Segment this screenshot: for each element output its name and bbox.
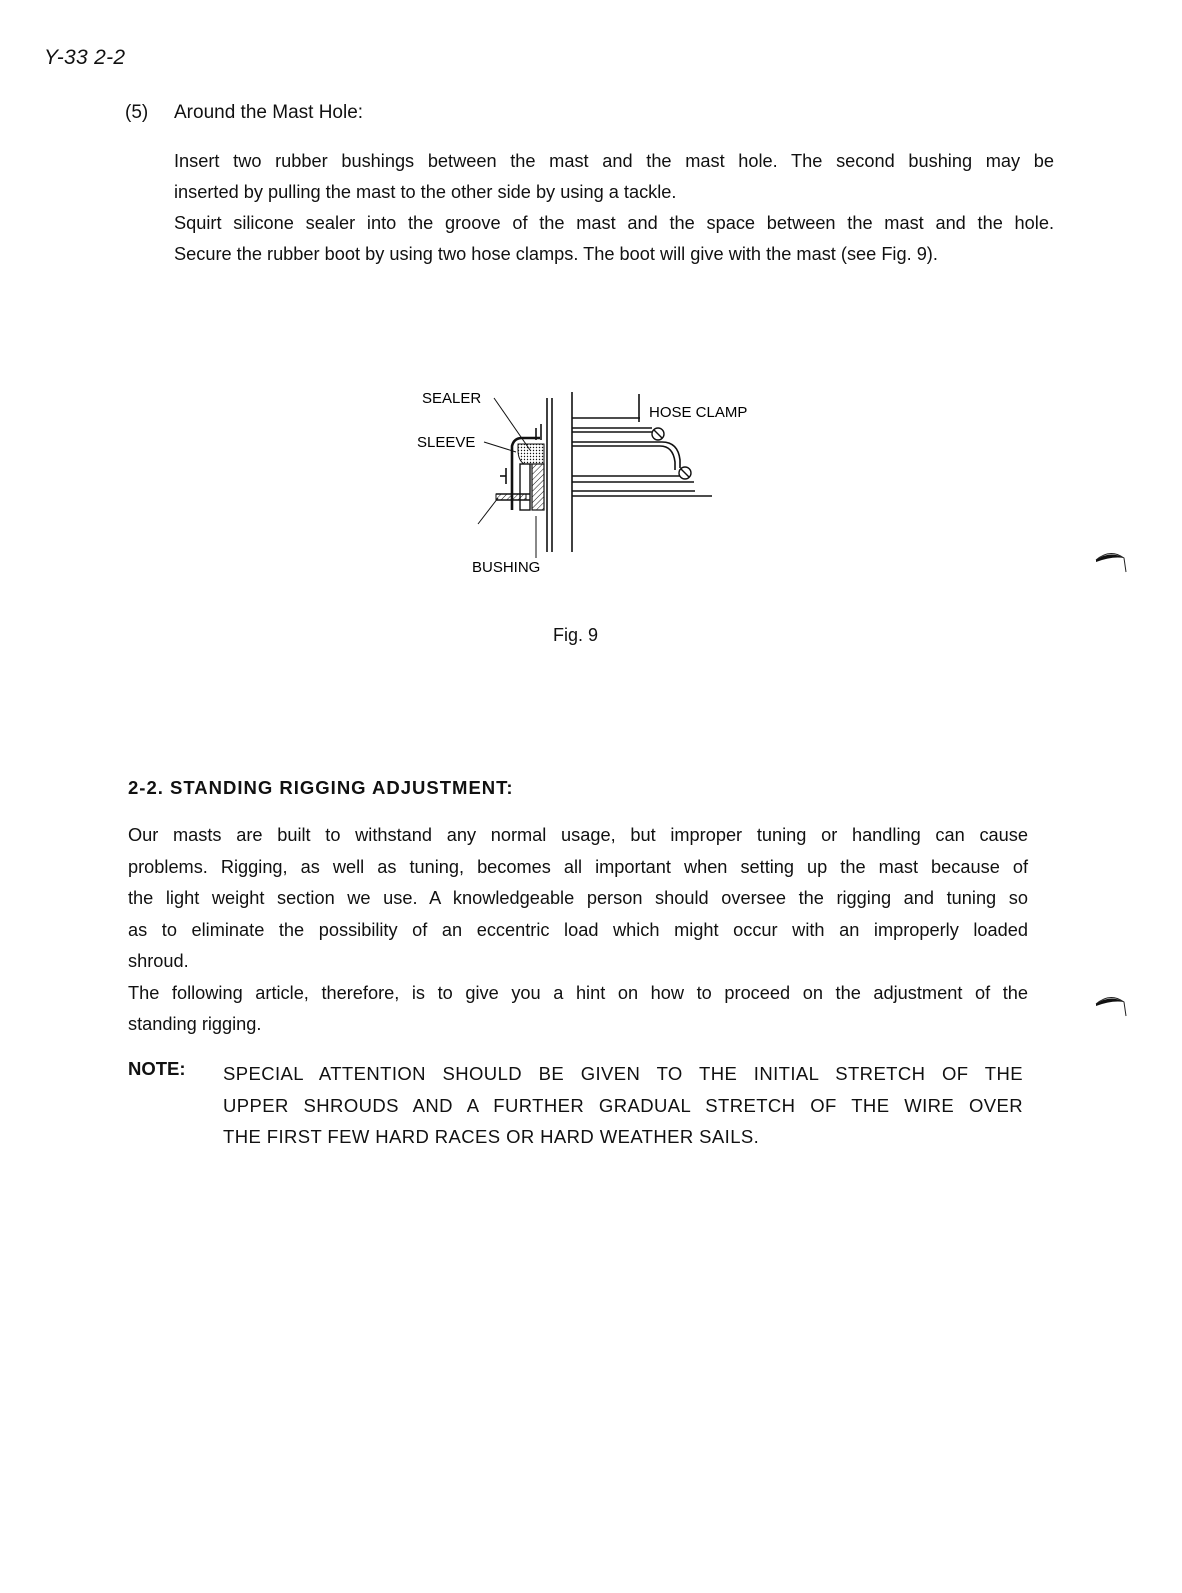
- note-line: UPPER SHROUDS AND A FURTHER GRADUAL STRETCH OF THE WIRE OVER: [223, 1094, 1023, 1116]
- binding-hole-mark-lower: [1094, 990, 1130, 1020]
- section-5-line: Squirt silicone sealer into the groove of the mast and the space between the mast and the hole.: [174, 213, 1054, 233]
- section-2-2-line: problems. Rigging, as well as tuning, becomes all important when setting up the mast because of: [128, 856, 1028, 877]
- binding-hole-mark-upper: [1094, 546, 1130, 576]
- note-line: SPECIAL ATTENTION SHOULD BE GIVEN TO THE INITIAL STRETCH OF THE: [223, 1063, 1023, 1084]
- section-5-line: Secure the rubber boot by using two hose clamps. The boot will give with the mast (see Fig. 9).: [174, 244, 938, 264]
- figure-caption: Fig. 9: [553, 625, 599, 645]
- figure-label-sealer: SEALER: [422, 390, 482, 407]
- figure-label-bushing: BUSHING: [472, 559, 541, 576]
- section-2-2-line: the light weight section we use. A knowledgeable person should oversee the rigging and tuning so: [128, 888, 1028, 908]
- section-2-2-heading: 2-2. STANDING RIGGING ADJUSTMENT:: [128, 777, 514, 798]
- section-2-2-line: The following article, therefore, is to give you a hint on how to proceed on the adjustment of the: [128, 982, 1028, 1003]
- note-label: NOTE:: [128, 1058, 186, 1079]
- section-2-2-line: shroud.: [128, 951, 189, 971]
- mast-hole-diagram: [400, 380, 780, 580]
- figure-label-sleeve: SLEEVE: [417, 434, 476, 451]
- figure-label-hose-clamp: HOSE CLAMP: [649, 404, 748, 421]
- page-header-id: Y-33 2-2: [44, 46, 126, 69]
- section-5-line: Insert two rubber bushings between the mast and the mast hole. The second bushing may be: [174, 151, 1054, 171]
- section-5-title: Around the Mast Hole:: [174, 102, 364, 123]
- note-line: THE FIRST FEW HARD RACES OR HARD WEATHER SAILS.: [223, 1126, 760, 1147]
- section-2-2-paragraph: [128, 820, 1028, 1041]
- section-2-2-line: as to eliminate the possibility of an eccentric load which might occur with an improperly loaded: [128, 919, 1028, 940]
- section-5-paragraph: [174, 146, 1054, 270]
- section-2-2-line: Our masts are built to withstand any normal usage, but improper tuning or handling can cause: [128, 825, 1028, 845]
- section-2-2-line: standing rigging.: [128, 1014, 262, 1034]
- section-5-line: inserted by pulling the mast to the other side by using a tackle.: [174, 182, 677, 202]
- note-text: [223, 1058, 1023, 1153]
- section-5-number: (5): [125, 102, 149, 123]
